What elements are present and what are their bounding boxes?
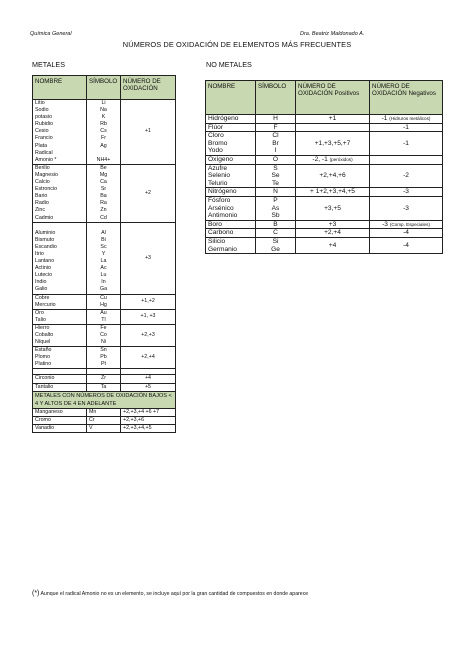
positive-value: -2, -1	[312, 155, 328, 163]
nonmetal-symbol: N	[273, 188, 278, 196]
nonmetal-symbols-cell	[256, 164, 296, 188]
metals-banner-row	[33, 391, 176, 408]
metal-high-row	[33, 416, 176, 424]
metals-col-name: NOMBRE	[33, 76, 87, 100]
metal-name: Bismuto	[35, 236, 55, 243]
nonmetal-names-cell	[206, 237, 256, 253]
nonmetal-name: Hidrógeno	[208, 115, 239, 122]
negative-value: -4	[403, 241, 409, 249]
metal-symbols-cell	[87, 100, 121, 165]
author-name: Dra. Beatriz Maldonado A.	[300, 31, 365, 37]
nonmetal-names-cell	[206, 164, 256, 188]
metal-symbol: V	[87, 424, 121, 432]
nonmetal-symbol: Cl	[272, 132, 279, 140]
metal-symbols-cell	[87, 164, 121, 222]
nonmetal-symbol: Se	[271, 172, 280, 180]
metal-symbols-cell	[87, 222, 121, 294]
metal-symbol: K	[101, 114, 106, 121]
metal-names-cell	[33, 375, 87, 383]
metal-symbol: Sc	[100, 243, 107, 250]
positive-value: +2,+4	[324, 229, 341, 237]
positive-value: + 1+2,+3,+4,+5	[310, 188, 355, 196]
metal-symbols-cell	[87, 309, 121, 324]
metal-symbol: Fe	[100, 324, 107, 331]
metal-high-row	[33, 408, 176, 416]
nonmetal-name: Cloro	[208, 132, 224, 140]
metal-symbol: In	[101, 279, 106, 286]
metal-oxidation-value: +1,+2	[141, 298, 155, 305]
nonmetal-name: Antimonio	[208, 212, 238, 220]
metal-group-row	[33, 383, 176, 391]
metal-names-cell	[33, 383, 87, 391]
nonmetal-positive-cell	[296, 196, 370, 220]
metal-name: Sodio	[35, 107, 49, 114]
metal-symbol: La	[100, 258, 107, 265]
metal-name: Bario	[35, 193, 48, 200]
metal-name: Itrio	[35, 250, 44, 257]
nonmetal-symbol: I	[274, 147, 277, 155]
nonmetal-name: Carbono	[208, 229, 234, 237]
negative-note: (Hidruros metálicos)	[389, 116, 431, 121]
metal-symbol: Pb	[100, 354, 107, 361]
metal-names-cell	[33, 222, 87, 294]
metal-group-row	[33, 309, 176, 324]
nonmetal-row	[206, 196, 443, 220]
nonmetal-symbol: Si	[272, 237, 279, 245]
metal-group-row	[33, 347, 176, 369]
metal-symbol: Cd	[100, 214, 107, 221]
metal-name: Hierro	[35, 324, 50, 331]
metal-name: Platino	[35, 361, 52, 368]
footnote-text: Aunque el radical Amonio no es un elemento, se incluye aquí por la gran cantidad de compuestos en donde aparece	[40, 591, 309, 597]
nonmetal-positive-cell	[296, 237, 370, 253]
metal-name: Manganeso	[33, 408, 87, 416]
nonmetal-symbol: H	[273, 115, 278, 122]
metal-symbols-cell	[87, 294, 121, 309]
nonmetal-positive-cell	[296, 155, 370, 164]
metal-name: potasio	[35, 114, 53, 121]
metal-symbol: Sr	[100, 186, 107, 193]
nonmetal-name: Flúor	[208, 123, 224, 131]
metal-names-cell	[33, 309, 87, 324]
nonmetal-positive-cell	[296, 115, 370, 124]
metals-col-oxidation: NÚMERO DE OXIDACIÓN	[121, 76, 176, 100]
nonmetal-symbol: S	[273, 164, 278, 172]
nonmetal-symbols-cell	[256, 188, 296, 197]
metal-oxidation-value: +4	[144, 375, 152, 382]
nonmetal-symbol: Br	[272, 139, 279, 147]
metal-name: Calcio	[35, 179, 50, 186]
metal-name: Litio	[35, 100, 45, 106]
metal-symbol: Au	[100, 309, 107, 316]
metal-name: Estroncio	[35, 186, 58, 193]
metals-col-symbol: SÍMBOLO	[87, 76, 121, 100]
nonmetal-row	[206, 220, 443, 229]
metal-name: Circonio	[35, 375, 55, 382]
metal-symbol: Bi	[101, 236, 106, 243]
nonmetal-symbol: C	[273, 229, 278, 237]
metal-names-cell	[33, 347, 87, 369]
metal-oxidation-value: +2,+3	[141, 332, 155, 338]
nonmetal-symbols-cell	[256, 220, 296, 229]
metal-name: Tantalio	[35, 383, 54, 390]
metal-symbol: Hg	[100, 301, 107, 308]
metal-oxidation-cell	[121, 324, 176, 346]
metal-name: Escandio	[35, 243, 57, 250]
nonmetal-symbol: O	[272, 155, 279, 163]
metal-oxidation-cell	[121, 383, 176, 391]
metal-group-row	[33, 222, 176, 294]
nonmetal-symbol: As	[271, 204, 280, 212]
nonmetal-names-cell	[206, 220, 256, 229]
metal-symbol: Rb	[100, 121, 107, 128]
metal-symbol	[89, 223, 118, 230]
metal-oxidation-cell	[121, 375, 176, 383]
metal-name: Oro	[35, 309, 44, 316]
metal-symbols-cell	[87, 347, 121, 369]
metal-symbol: Zn	[100, 207, 107, 214]
metal-symbols-cell	[87, 383, 121, 391]
metal-oxidation-value: +3	[144, 254, 152, 261]
negative-value: -1	[381, 115, 388, 122]
metal-oxidation-value: +1	[144, 128, 152, 135]
nonmetal-names-cell	[206, 132, 256, 156]
metal-name: Cobalto	[35, 332, 54, 338]
metal-symbol: Cr	[87, 416, 121, 424]
metal-symbol	[89, 150, 118, 157]
nonmetal-name: Fósforo	[208, 196, 231, 204]
negative-value: -3	[382, 220, 388, 228]
nonmetal-positive-cell	[296, 188, 370, 197]
nonmetal-symbol: Te	[272, 179, 279, 187]
metal-oxidation-value: +2,+3,+4 +6 +7	[121, 408, 176, 416]
nonmetal-negative-cell	[370, 155, 443, 164]
positive-value: +3,+5	[324, 204, 341, 212]
nonmetal-symbol: Sb	[271, 212, 280, 220]
positive-value: +1	[328, 115, 337, 122]
nonmetal-symbols-cell	[256, 155, 296, 164]
metal-names-cell	[33, 164, 87, 222]
metal-oxidation-value: +2,+3,+6	[121, 416, 176, 424]
nonmetal-row	[206, 115, 443, 124]
nonmetals-col-negative: NÚMERO DE OXIDACIÓN Negativos	[370, 81, 443, 115]
footnote-mark: (*)	[32, 590, 40, 597]
metal-name: Magnesio	[35, 171, 58, 178]
negative-value: -1	[403, 123, 409, 131]
nonmetal-negative-cell	[370, 188, 443, 197]
metal-name: Estaño	[35, 347, 52, 354]
nonmetal-name: Boro	[208, 220, 222, 228]
nonmetal-negative-cell	[370, 164, 443, 188]
metal-name: Aluminio	[35, 229, 56, 236]
metal-symbol: Zr	[101, 375, 106, 382]
metal-name: Radical	[35, 149, 53, 156]
nonmetal-names-cell	[206, 229, 256, 238]
metal-name: Rubidio	[35, 121, 53, 128]
nonmetal-names-cell	[206, 188, 256, 197]
metal-symbols-cell	[87, 324, 121, 346]
metal-symbol: Na	[100, 107, 107, 114]
metal-group-row	[33, 324, 176, 346]
nonmetal-positive-cell	[296, 220, 370, 229]
nonmetal-names-cell	[206, 123, 256, 132]
nonmetals-col-symbol: SÍMBOLO	[256, 81, 296, 115]
nonmetal-negative-cell	[370, 196, 443, 220]
nonmetal-positive-cell	[296, 229, 370, 238]
metal-name: Galio	[35, 286, 48, 293]
negative-value: -3	[403, 188, 409, 196]
positive-value: +2,+4,+6	[319, 172, 346, 180]
metal-group-row	[33, 164, 176, 222]
metal-names-cell	[33, 294, 87, 309]
metal-names-cell	[33, 100, 87, 165]
nonmetals-col-name: NOMBRE	[206, 81, 256, 115]
nonmetal-symbol: B	[273, 220, 278, 228]
metal-symbols-cell	[87, 375, 121, 383]
metal-name: Lantano	[35, 258, 55, 265]
nonmetal-negative-cell	[370, 237, 443, 253]
metal-oxidation-cell	[121, 309, 176, 324]
nonmetals-section-label: NO METALES	[206, 60, 252, 69]
nonmetal-positive-cell	[296, 132, 370, 156]
metal-name: Talio	[35, 316, 46, 323]
metal-name: Amonio *	[35, 156, 57, 163]
metal-name: Vanadio	[33, 424, 87, 432]
nonmetal-symbol: P	[273, 196, 278, 204]
negative-value: -3	[403, 204, 409, 212]
metal-oxidation-value: +2,+4	[141, 354, 155, 361]
metal-name: Cobre	[35, 294, 50, 301]
metal-oxidation-cell	[121, 164, 176, 222]
nonmetal-negative-cell	[370, 229, 443, 238]
nonmetal-symbol: Ge	[271, 245, 280, 253]
course-name: Química General	[30, 31, 72, 37]
metal-symbol: Ac	[100, 265, 107, 272]
metal-symbol: Ca	[100, 179, 107, 186]
metal-symbol: Fr	[101, 135, 106, 142]
metal-symbol: Cu	[100, 294, 107, 301]
nonmetal-symbols-cell	[256, 196, 296, 220]
nonmetal-name: Silicio	[208, 237, 226, 245]
nonmetal-name: Oxígeno	[208, 155, 233, 163]
nonmetal-row	[206, 123, 443, 132]
nonmetal-names-cell	[206, 196, 256, 220]
metal-oxidation-value: +2,+3,+4,+5	[121, 424, 176, 432]
metal-name: Plata	[35, 142, 48, 149]
metal-oxidation-value: +1, +3	[140, 313, 156, 320]
nonmetal-name: Nitrógeno	[208, 188, 237, 196]
nonmetal-row	[206, 164, 443, 188]
nonmetal-symbols-cell	[256, 229, 296, 238]
metal-name: Cromo	[33, 416, 87, 424]
metal-symbol: Al	[101, 229, 106, 236]
nonmetal-symbols-cell	[256, 115, 296, 124]
nonmetal-name: Yodo	[208, 147, 223, 155]
nonmetal-name: Azufre	[208, 164, 228, 172]
metal-group-row	[33, 294, 176, 309]
positive-value: +4	[328, 241, 337, 249]
metal-name: Berilio	[35, 164, 50, 171]
nonmetals-col-positive: NÚMERO DE OXIDACIÓN Positivos	[296, 81, 370, 115]
metal-symbol: Ni	[100, 339, 106, 346]
metals-banner: METALES CON NÚMEROS DE OXIDACIÓN BAJOS < 4 Y ALTOS DE 4 EN ADELANTE	[33, 391, 176, 408]
nonmetal-symbols-cell	[256, 123, 296, 132]
metal-name: Lutecio	[35, 272, 53, 279]
metal-symbol: Tl	[101, 316, 106, 323]
footnote	[32, 590, 308, 597]
metal-oxidation-cell	[121, 294, 176, 309]
metal-name: Mercurio	[35, 301, 56, 308]
metal-oxidation-value: +5	[144, 383, 152, 390]
metal-name: Cesio	[35, 128, 49, 135]
metal-symbol: Lu	[100, 272, 107, 279]
metal-symbol: Y	[101, 250, 106, 257]
metal-symbol: Sn	[100, 347, 107, 354]
nonmetal-positive-cell	[296, 123, 370, 132]
metal-symbol: Co	[100, 332, 107, 338]
nonmetal-symbols-cell	[256, 237, 296, 253]
nonmetal-name: Arsénico	[208, 204, 234, 212]
positive-note: (peróxidos)	[329, 156, 353, 162]
nonmetal-names-cell	[206, 155, 256, 164]
page-title: NÚMEROS DE OXIDACIÓN DE ELEMENTOS MÁS FRECUENTES	[122, 40, 352, 49]
nonmetal-negative-cell	[370, 132, 443, 156]
metal-name: Plomo	[35, 354, 51, 361]
nonmetal-row	[206, 155, 443, 164]
nonmetal-names-cell	[206, 115, 256, 124]
nonmetal-row	[206, 132, 443, 156]
metal-symbol: Pt	[100, 361, 106, 368]
metal-group-row	[33, 100, 176, 165]
metal-name: Actinio	[35, 265, 51, 272]
metal-oxidation-cell	[121, 100, 176, 165]
positive-value: +3	[328, 220, 337, 228]
metal-group-row	[33, 375, 176, 383]
negative-value: -1	[403, 139, 409, 147]
metal-symbol: Be	[100, 164, 107, 171]
metals-table	[32, 75, 176, 433]
metal-name: Cadmio	[35, 214, 54, 221]
nonmetal-name: Telurio	[208, 179, 228, 187]
nonmetal-row	[206, 188, 443, 197]
negative-note: (Comp. Especiales)	[389, 221, 430, 227]
metal-symbol: Ra	[100, 200, 107, 207]
metal-symbol: Ba	[100, 193, 107, 200]
nonmetal-name: Selenio	[208, 172, 230, 180]
metal-oxidation-cell	[121, 222, 176, 294]
nonmetal-row	[206, 229, 443, 238]
metal-name: Zinc	[35, 207, 46, 214]
metal-symbol: Cs	[100, 128, 107, 135]
nonmetal-negative-cell	[370, 123, 443, 132]
nonmetal-name: Germanio	[208, 245, 237, 253]
negative-value: -4	[403, 229, 409, 237]
metal-name: Indio	[35, 279, 47, 286]
nonmetal-negative-cell	[370, 115, 443, 124]
metal-name: Níquel	[35, 339, 51, 346]
metal-oxidation-cell	[121, 347, 176, 369]
nonmetal-name: Bromo	[208, 139, 228, 147]
nonmetal-negative-cell	[370, 220, 443, 229]
positive-value: +1,+3,+5,+7	[314, 139, 351, 147]
negative-value: -2	[403, 172, 409, 180]
metal-symbol: Mg	[99, 171, 108, 178]
metal-oxidation-value: +2	[144, 189, 152, 196]
metal-name: Francio	[35, 135, 53, 142]
metal-symbol: Ta	[100, 383, 107, 390]
metal-name	[35, 223, 84, 230]
metal-symbol: Mn	[87, 408, 121, 416]
nonmetal-symbol: F	[273, 123, 278, 131]
metal-high-row	[33, 424, 176, 432]
metals-section-label: METALES	[32, 60, 66, 69]
metal-names-cell	[33, 324, 87, 346]
metal-symbol: NH4+	[96, 156, 111, 163]
metal-symbol: Ag	[100, 142, 107, 149]
metal-symbol: Li	[101, 100, 106, 106]
metal-symbol: Ga	[99, 286, 108, 293]
nonmetal-symbols-cell	[256, 132, 296, 156]
nonmetal-row	[206, 237, 443, 253]
nonmetal-positive-cell	[296, 164, 370, 188]
metal-name: Radio	[35, 200, 49, 207]
nonmetals-table	[205, 80, 443, 254]
